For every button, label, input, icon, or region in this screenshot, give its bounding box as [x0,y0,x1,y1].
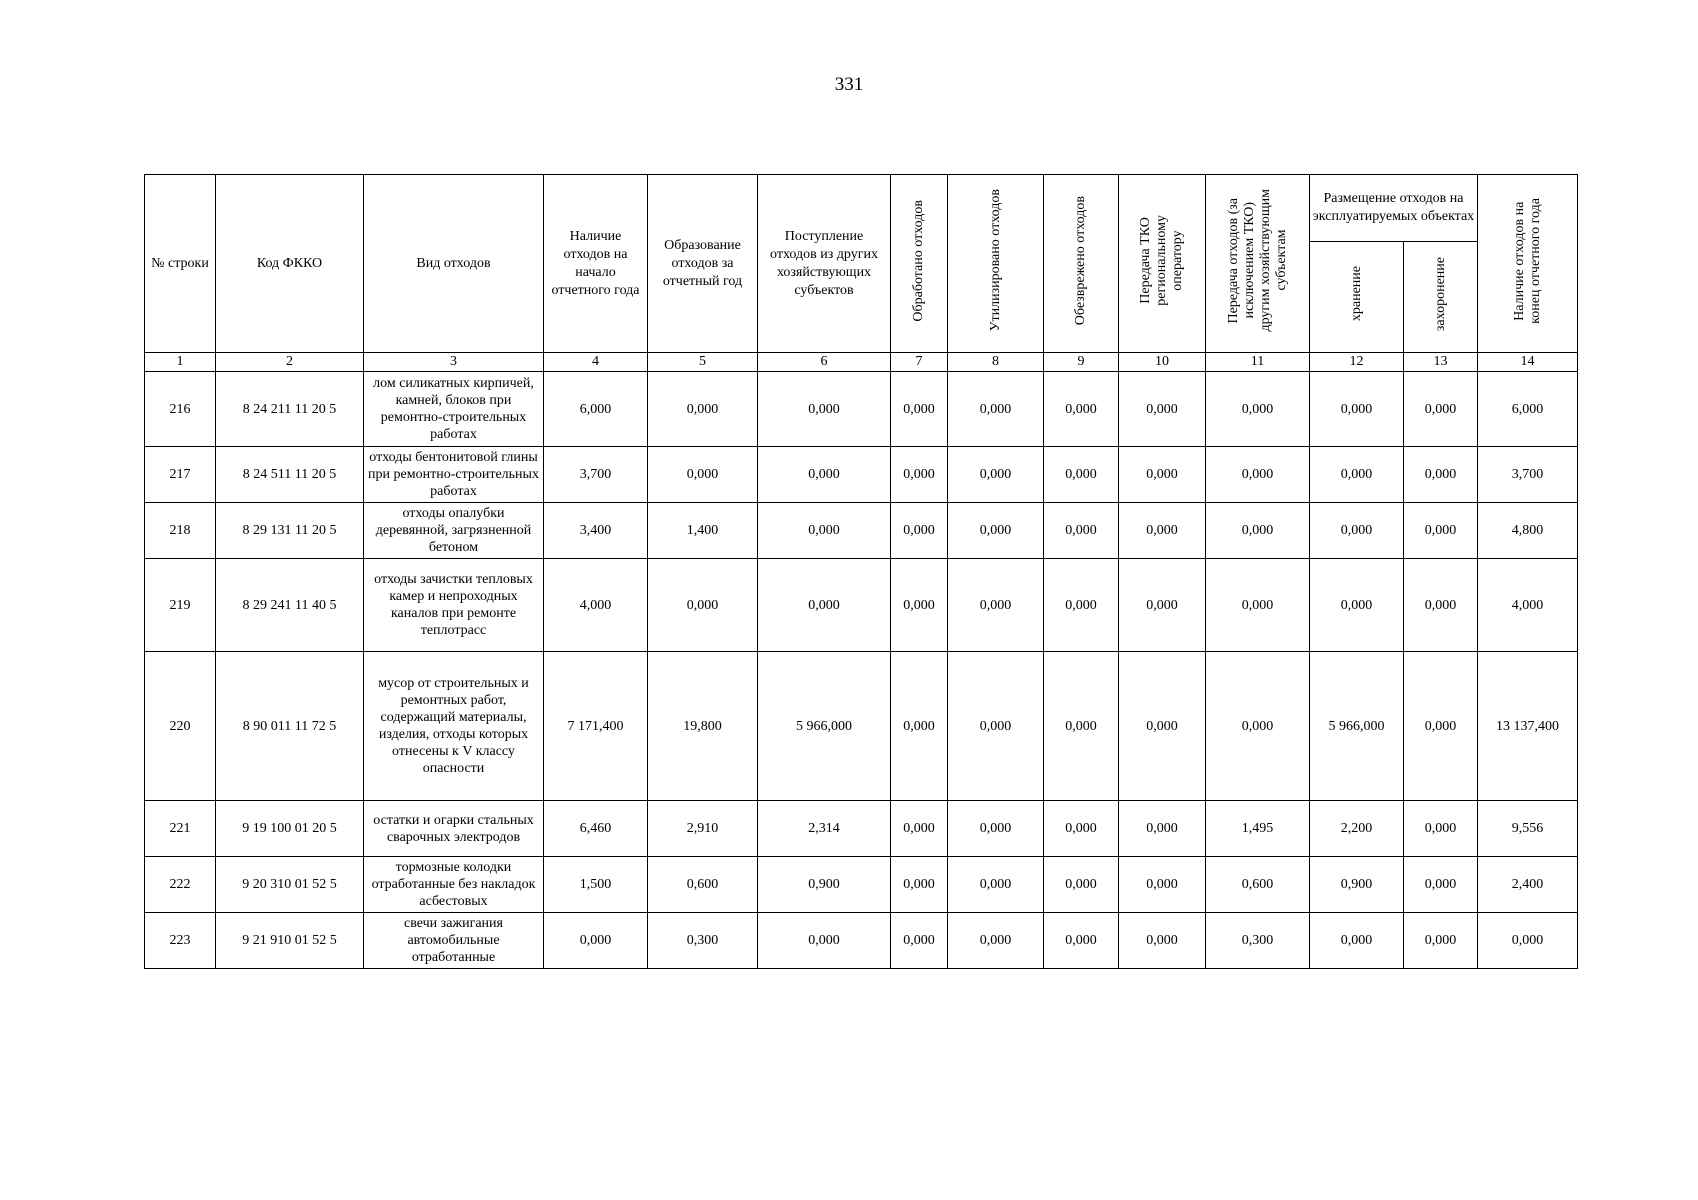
cell-fkko-code: 8 90 011 11 72 5 [216,652,364,801]
column-number: 5 [648,353,758,372]
cell-fkko-code: 8 24 211 11 20 5 [216,372,364,447]
cell-generated: 19,800 [648,652,758,801]
cell-processed: 0,000 [891,447,948,503]
header-tko-transfer-label [1138,215,1186,306]
table-row [145,801,1578,857]
header-end-line-2: конец отчетного года [1527,197,1543,324]
header-neutralized-label: Обезврежено отходов [1073,195,1088,326]
cell-received: 0,900 [758,857,891,913]
header-row-number: № строки [145,175,216,353]
table-row [145,652,1578,801]
header-placement-group: Размещение отходов на эксплуатируемых объектах [1310,175,1478,242]
cell-other-transfer: 0,000 [1206,447,1310,503]
cell-tko-transfer: 0,000 [1119,447,1206,503]
cell-end-balance: 4,800 [1478,503,1578,559]
cell-fkko-code: 8 29 131 11 20 5 [216,503,364,559]
cell-tko-transfer: 0,000 [1119,503,1206,559]
cell-burial: 0,000 [1404,559,1478,652]
cell-burial: 0,000 [1404,857,1478,913]
column-number-row [145,353,1578,372]
cell-burial: 0,000 [1404,913,1478,969]
column-number: 14 [1478,353,1578,372]
header-tko-line-3: оператору [1170,230,1185,291]
header-tko-line-2: региональному [1154,215,1169,306]
cell-neutralized: 0,000 [1044,372,1119,447]
header-tko-line-1: Передача ТКО [1138,217,1153,304]
cell-processed: 0,000 [891,857,948,913]
cell-received: 5 966,000 [758,652,891,801]
cell-tko-transfer: 0,000 [1119,801,1206,857]
page-number: 331 [834,74,864,95]
cell-generated: 0,000 [648,559,758,652]
cell-other-transfer: 0,600 [1206,857,1310,913]
column-number: 11 [1206,353,1310,372]
cell-burial: 0,000 [1404,447,1478,503]
header-storage-label: хранение [1348,266,1364,322]
cell-processed: 0,000 [891,503,948,559]
cell-row-number: 220 [145,652,216,801]
cell-neutralized: 0,000 [1044,801,1119,857]
cell-fkko-code: 9 21 910 01 52 5 [216,913,364,969]
cell-fkko-code: 8 24 511 11 20 5 [216,447,364,503]
cell-burial: 0,000 [1404,652,1478,801]
header-end-balance-label [1512,198,1544,324]
cell-generated: 0,000 [648,372,758,447]
cell-waste-type: остатки и огарки стальных сварочных электродов [364,801,544,857]
header-processed-label: Обработано отходов [911,199,926,322]
cell-waste-type: тормозные колодки отработанные без накладок асбестовых [364,857,544,913]
table-row [145,857,1578,913]
cell-received: 2,314 [758,801,891,857]
column-number: 4 [544,353,648,372]
column-number: 10 [1119,353,1206,372]
header-utilized-label: Утилизировано отходов [987,189,1003,332]
header-received: Поступление отходов из других хозяйствующих субъектов [758,175,891,353]
cell-storage: 0,900 [1310,857,1404,913]
column-number: 2 [216,353,364,372]
cell-processed: 0,000 [891,652,948,801]
cell-received: 0,000 [758,559,891,652]
cell-row-number: 216 [145,372,216,447]
cell-neutralized: 0,000 [1044,559,1119,652]
column-number: 6 [758,353,891,372]
header-start-balance: Наличие отходов на начало отчетного года [544,175,648,353]
header-other-line-2: исключением ТКО) [1241,202,1257,319]
header-generated: Образование отходов за отчетный год [648,175,758,353]
cell-neutralized: 0,000 [1044,857,1119,913]
cell-start-balance: 4,000 [544,559,648,652]
cell-end-balance: 3,700 [1478,447,1578,503]
cell-tko-transfer: 0,000 [1119,372,1206,447]
cell-burial: 0,000 [1404,503,1478,559]
cell-tko-transfer: 0,000 [1119,652,1206,801]
table-row [145,372,1578,447]
cell-storage: 5 966,000 [1310,652,1404,801]
header-other-line-4: субъектам [1273,229,1289,292]
header-other-transfer-label [1226,189,1290,332]
cell-other-transfer: 0,000 [1206,559,1310,652]
table-row [145,503,1578,559]
cell-waste-type: отходы бентонитовой глины при ремонтно-строительных работах [364,447,544,503]
cell-waste-type: лом силикатных кирпичей, камней, блоков при ремонтно-строительных работах [364,372,544,447]
cell-generated: 2,910 [648,801,758,857]
cell-other-transfer: 1,495 [1206,801,1310,857]
cell-fkko-code: 9 19 100 01 20 5 [216,801,364,857]
cell-row-number: 222 [145,857,216,913]
column-number: 1 [145,353,216,372]
cell-utilized: 0,000 [948,652,1044,801]
cell-storage: 0,000 [1310,913,1404,969]
cell-received: 0,000 [758,372,891,447]
cell-end-balance: 13 137,400 [1478,652,1578,801]
header-other-transfer [1206,175,1310,353]
waste-table [144,174,1578,969]
cell-utilized: 0,000 [948,857,1044,913]
cell-row-number: 223 [145,913,216,969]
header-waste-type: Вид отходов [364,175,544,353]
cell-burial: 0,000 [1404,801,1478,857]
cell-burial: 0,000 [1404,372,1478,447]
waste-table-wrapper [144,174,1578,969]
cell-end-balance: 2,400 [1478,857,1578,913]
cell-start-balance: 1,500 [544,857,648,913]
cell-utilized: 0,000 [948,372,1044,447]
cell-end-balance: 9,556 [1478,801,1578,857]
column-number: 7 [891,353,948,372]
cell-tko-transfer: 0,000 [1119,559,1206,652]
header-burial [1404,242,1478,353]
cell-waste-type: свечи зажигания автомобильные отработанные [364,913,544,969]
cell-processed: 0,000 [891,372,948,447]
cell-generated: 0,300 [648,913,758,969]
header-other-line-3: другим хозяйствующим [1257,189,1273,332]
cell-utilized: 0,000 [948,913,1044,969]
cell-storage: 2,200 [1310,801,1404,857]
cell-start-balance: 6,460 [544,801,648,857]
cell-processed: 0,000 [891,913,948,969]
cell-other-transfer: 0,000 [1206,372,1310,447]
header-row [145,175,1578,242]
table-row [145,447,1578,503]
header-end-line-1: Наличие отходов на [1511,200,1527,321]
cell-start-balance: 3,400 [544,503,648,559]
cell-waste-type: отходы опалубки деревянной, загрязненной бетоном [364,503,544,559]
column-number: 12 [1310,353,1404,372]
cell-processed: 0,000 [891,559,948,652]
column-number: 13 [1404,353,1478,372]
cell-storage: 0,000 [1310,503,1404,559]
header-end-balance [1478,175,1578,353]
table-body [145,353,1578,969]
cell-fkko-code: 9 20 310 01 52 5 [216,857,364,913]
cell-other-transfer: 0,000 [1206,503,1310,559]
header-tko-transfer [1119,175,1206,353]
cell-row-number: 221 [145,801,216,857]
cell-tko-transfer: 0,000 [1119,857,1206,913]
cell-end-balance: 0,000 [1478,913,1578,969]
cell-start-balance: 3,700 [544,447,648,503]
cell-row-number: 219 [145,559,216,652]
cell-waste-type: мусор от строительных и ремонтных работ, содержащий материалы, изделия, отходы которых отнесены к V классу опасности [364,652,544,801]
cell-received: 0,000 [758,913,891,969]
cell-storage: 0,000 [1310,559,1404,652]
table-row [145,559,1578,652]
cell-utilized: 0,000 [948,801,1044,857]
cell-end-balance: 4,000 [1478,559,1578,652]
header-processed [891,175,948,353]
cell-neutralized: 0,000 [1044,913,1119,969]
header-fkko-code: Код ФККО [216,175,364,353]
cell-fkko-code: 8 29 241 11 40 5 [216,559,364,652]
header-other-line-1: Передача отходов (за [1225,197,1241,324]
column-number: 9 [1044,353,1119,372]
cell-tko-transfer: 0,000 [1119,913,1206,969]
cell-start-balance: 6,000 [544,372,648,447]
cell-neutralized: 0,000 [1044,652,1119,801]
table-row [145,913,1578,969]
header-neutralized [1044,175,1119,353]
cell-storage: 0,000 [1310,372,1404,447]
cell-utilized: 0,000 [948,447,1044,503]
cell-row-number: 218 [145,503,216,559]
cell-waste-type: отходы зачистки тепловых камер и непроходных каналов при ремонте теплотрасс [364,559,544,652]
cell-processed: 0,000 [891,801,948,857]
cell-start-balance: 7 171,400 [544,652,648,801]
cell-generated: 1,400 [648,503,758,559]
cell-other-transfer: 0,300 [1206,913,1310,969]
cell-utilized: 0,000 [948,503,1044,559]
header-storage [1310,242,1404,353]
cell-generated: 0,600 [648,857,758,913]
header-utilized [948,175,1044,353]
cell-end-balance: 6,000 [1478,372,1578,447]
cell-neutralized: 0,000 [1044,503,1119,559]
cell-generated: 0,000 [648,447,758,503]
column-number: 8 [948,353,1044,372]
column-number: 3 [364,353,544,372]
cell-received: 0,000 [758,447,891,503]
cell-neutralized: 0,000 [1044,447,1119,503]
cell-utilized: 0,000 [948,559,1044,652]
cell-start-balance: 0,000 [544,913,648,969]
cell-received: 0,000 [758,503,891,559]
cell-other-transfer: 0,000 [1206,652,1310,801]
header-burial-label: захоронение [1432,256,1448,332]
cell-row-number: 217 [145,447,216,503]
cell-storage: 0,000 [1310,447,1404,503]
